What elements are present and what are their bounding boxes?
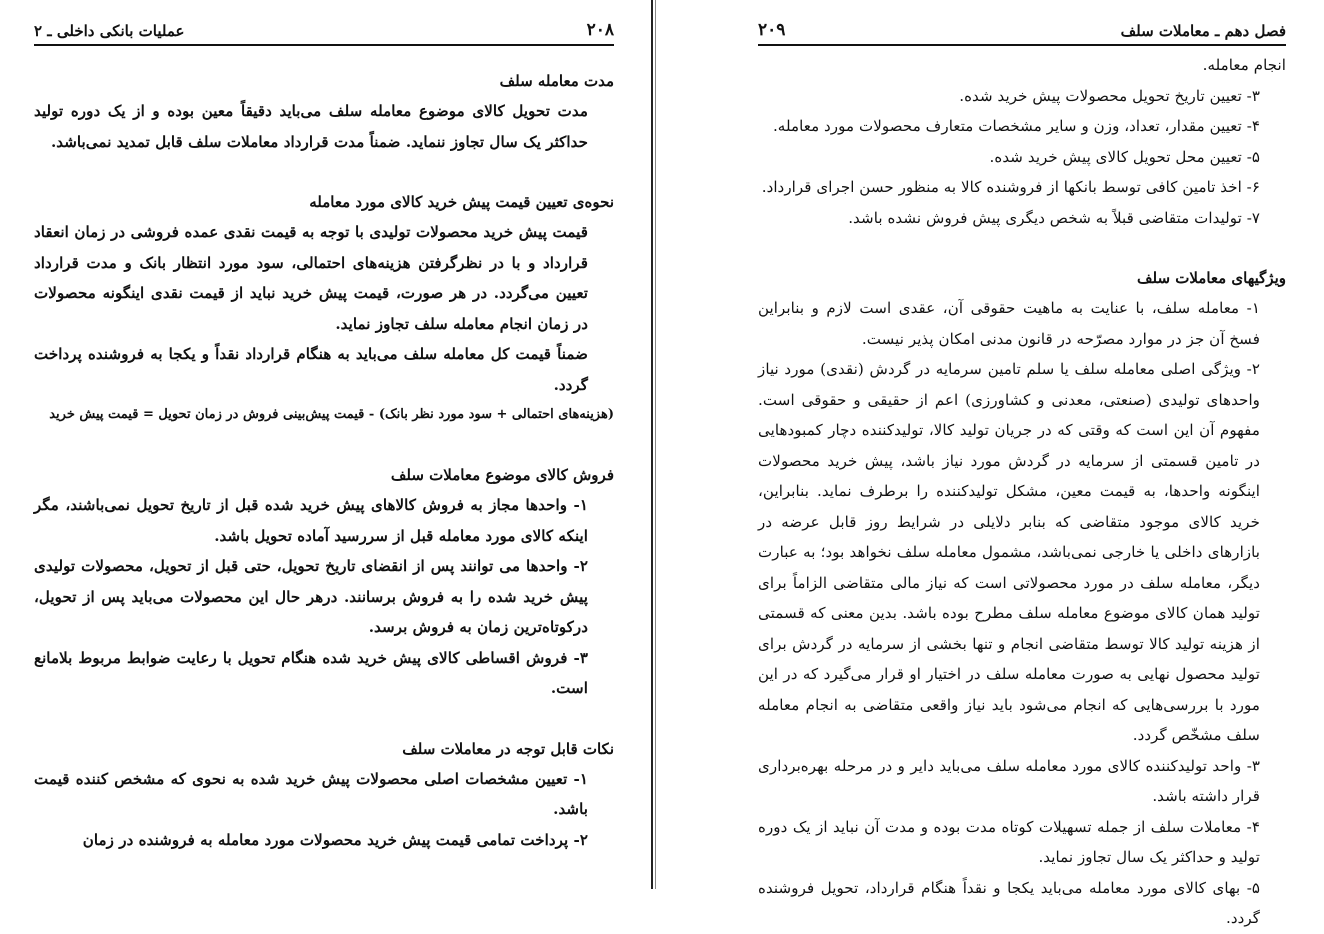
list-item: ۱- معامله سلف، با عنایت به ماهیت حقوقی آن، عقدی است لازم و بنابراین فسخ آن جز در موارد مصرّحه در قانون مدنی امکان پذیر نیست.	[758, 299, 1260, 348]
left-page	[0, 0, 652, 889]
list-item: ۱- تعیین مشخصات اصلی محصولات پیش خرید شده به نحوی که مشخص کننده قیمت باشد.	[34, 769, 588, 818]
list-item: ۲- واحدها می توانند پس از انقضای تاریخ تحویل، حتی قبل از تحویل، محصولات تولیدی پیش خرید شده را به فروش برسانند. درهر حال این محصولات می‌باید پس از تحویل، درکوتاه‌ترین زمان به فروش برسد.	[34, 557, 588, 636]
section-heading: ویژگیهای معاملات سلف	[1136, 269, 1286, 287]
list-item: ۵- تعیین محل تحویل کالای پیش خرید شده.	[989, 147, 1260, 166]
paragraph: مدت تحویل کالای موضوع معامله سلف می‌باید دقیقاً معین بوده و از یک دوره تولید حداکثر یک سال تجاوز ننماید. ضمناً مدت قرارداد معاملات سلف قابل تمدید نمی‌باشد.	[34, 102, 588, 151]
list-item: ۴- معاملات سلف از جمله تسهیلات کوتاه مدت بوده و مدت آن نباید از یک دوره تولید و حداکثر یک سال تجاوز نماید.	[758, 817, 1260, 866]
binding-gutter	[651, 0, 653, 889]
price-formula: (هزینه‌های احتمالی + سود مورد نظر بانک) - قیمت پیش‌بینی فروش در زمان تحویل = قیمت پیش خرید	[49, 407, 614, 422]
left-content	[34, 50, 614, 855]
paragraph: قیمت پیش خرید محصولات تولیدی با توجه به قیمت نقدی عمده فروشی در زمان انعقاد قرارداد و با در نظرگرفتن هزینه‌های احتمالی، سود مورد انتظار بانک و مدت قرارداد تعیین می‌گردد. در هر صورت، قیمت پیش خرید نباید از قیمت نقدی اینگونه محصولات در زمان انجام معامله سلف تجاوز نماید.	[34, 223, 588, 333]
right-running-title: فصل دهم ـ معاملات سلف	[1120, 22, 1286, 40]
paragraph: انجام معامله.	[1202, 56, 1286, 74]
list-item: ۴- تعیین مقدار، تعداد، وزن و سایر مشخصات متعارف محصولات مورد معامله.	[772, 117, 1260, 135]
list-item: ۵- بهای کالای مورد معامله می‌باید یکجا و نقداً هنگام قرارداد، تحویل فروشنده گردد.	[758, 878, 1260, 927]
binding-gutter-shadow	[655, 0, 656, 889]
section-heading: فروش کالای موضوع معاملات سلف	[390, 466, 614, 484]
right-content	[758, 50, 1286, 934]
list-item: ۱- واحدها مجاز به فروش کالاهای پیش خرید شده قبل از تاریخ تحویل نمی‌باشند، مگر اینکه کالای مورد معامله قبل از سررسید آماده تحویل باشد.	[34, 496, 588, 545]
right-page-number: ۲۰۹	[758, 20, 786, 40]
list-item: ۲- پرداخت تمامی قیمت پیش خرید محصولات مورد معامله به فروشنده در زمان	[82, 830, 588, 849]
list-item: ۳- فروش اقساطی کالای پیش خرید شده هنگام تحویل با رعایت ضوابط مربوط بلامانع است.	[34, 648, 588, 697]
section-heading: مدت معامله سلف	[499, 72, 614, 90]
list-item: ۲- ویژگی اصلی معامله سلف یا سلم تامین سرمایه در گردش (نقدی) مورد نیاز واحدهای تولیدی (صنعتی، معدنی و کشاورزی) اعم از حقیقی و حقوقی است. مفهوم آن این است که وقتی که در جریان تولید کالا، تولیدکننده دچار کمبودهایی در تامین قسمتی از سرمایه در گردش مورد نیاز باشد، پیش خرید محصولات اینگونه واحدها، به قیمت معین، مشکل تولیدکننده را برطرف نماید. بنابراین، خرید کالای موجود متقاضی که بنابر دلایلی در شرایط روز قابل عرضه در بازارهای داخلی یا خارجی نمی‌باشد، مشمول معامله سلف نخواهد بود؛ به عبارت دیگر، معامله سلف در مورد محصولاتی است که نیاز مالی متقاضی الزاماً برای تولید همان کالای موضوع معامله سلف مطرح بوده باشد. بدین معنی که قسمتی از هزینه تولید کالا توسط متقاضی انجام و تنها بخشی از سرمایه در گردش برای تولید محصول نهایی به صورت معامله سلف در اختیار او قرار می‌گیرد که در این مورد با بررسی‌هایی که انجام می‌شود باید نیاز واقعی متقاضی به انجام معامله سلف مشخّص گردد.	[758, 360, 1260, 744]
left-running-header	[34, 20, 614, 46]
list-item: ۷- تولیدات متقاضی قبلاً به شخص دیگری پیش فروش نشده باشد.	[848, 208, 1260, 227]
right-page	[658, 0, 1324, 927]
section-heading: نحوه‌ی تعیین قیمت پیش خرید کالای مورد معامله	[309, 193, 614, 211]
right-running-header	[758, 20, 1286, 46]
left-page-number: ۲۰۸	[586, 20, 614, 40]
section-heading: نکات قابل توجه در معاملات سلف	[402, 739, 614, 758]
list-item: ۶- اخذ تامین کافی توسط بانکها از فروشنده کالا به منظور حسن اجرای قرارداد.	[761, 178, 1260, 196]
left-running-title: عملیات بانکی داخلی ـ ۲	[34, 22, 185, 40]
list-item: ۳- تعیین تاریخ تحویل محصولات پیش خرید شده.	[959, 86, 1260, 105]
paragraph: ضمناً قیمت کل معامله سلف می‌باید به هنگام قرارداد نقداً و یکجا به فروشنده پرداخت گردد.	[34, 345, 588, 394]
list-item: ۳- واحد تولیدکننده کالای مورد معامله سلف می‌باید دایر و در مرحله بهره‌برداری قرار داشته باشد.	[758, 756, 1260, 805]
